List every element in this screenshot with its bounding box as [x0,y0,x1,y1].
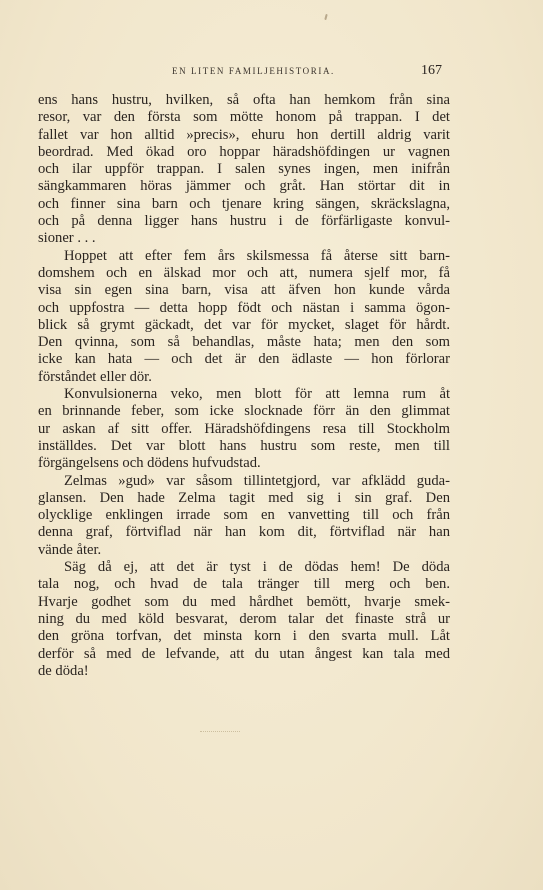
page-number: 167 [421,63,442,78]
text-line: sängkammaren höras jämmer och gråt. Han störtar dit in [38,178,450,195]
text-line: ning du med köld besvarat, derom talar det finaste strå ur [38,610,450,627]
text-line: visa sin egen sina barn, visa att äfven hon kunde vårda [38,282,450,299]
text-line: inställdes. Det var blott hans hustru som reste, men till [38,437,450,454]
text-line: en brinnande feber, som icke slocknade förr än den glimmat [38,403,450,420]
body-text [38,92,450,680]
text-line: Konvulsionerna veko, men blott för att lemna rum åt [64,386,450,403]
text-line: ur askan af sitt offer. Häradshöfdingens resa till Stockholm [38,420,450,437]
text-line: de döda! [38,662,89,679]
text-line: och på denna ligger hans hustru i de förfärligaste konvul- [38,213,450,230]
text-line: den gröna torfvan, det minsta korn i den svarta mull. Låt [38,628,450,645]
page-mark [200,731,240,733]
text-line: förståndet eller dör. [38,368,152,385]
text-line: förgängelsens och dödens hufvudstad. [38,455,261,472]
running-head: EN LITEN FAMILJEHISTORIA. [172,66,335,76]
text-line: beordrad. Med ökad oro hoppar häradshöfdingen ur vagnen [38,143,450,160]
text-line: domshem och en älskad mor och att, numera sjelf mor, få [38,264,450,281]
text-line: glansen. Den hade Zelma tagit med sig i sin graf. Den [38,489,450,506]
text-line: blick så grymt gäckadt, det var för mycket, slaget för hårdt. [38,316,450,333]
text-line: ens hans hustru, hvilken, så ofta han hemkom från sina [38,92,450,108]
text-line: denna graf, förtviflad när han kom dit, förtviflad när han [38,524,450,541]
page-header [38,64,442,80]
text-line: icke kan hata — och det är den ädlaste — hon förlorar [38,351,450,368]
text-line: Hoppet att efter fem års skilsmessa få återse sitt barn- [64,247,450,264]
text-line: fallet var hon alltid »precis», ehuru hon dertill aldrig varit [38,126,450,143]
text-line: resor, var den första som mötte honom på trappan. I det [38,109,450,126]
page-speck [324,14,327,20]
text-line: olycklige enklingen irrade som en vanvetting till och från [38,507,450,524]
text-line: och finner sina barn och tjenare kring sängen, skräckslagna, [38,195,450,212]
text-line: Säg då ej, att det är tyst i de dödas hem! De döda [64,559,450,576]
text-line: vände åter. [38,541,102,558]
text-line: och uppfostra — detta hopp födt och nästan i samma ögon- [38,299,450,316]
text-line: derför så med de lefvande, att du utan ångest kan tala med [38,645,450,662]
text-line: tala nog, och hvad de tala tränger till merg och ben. [38,576,450,593]
text-line: Zelmas »gud» var såsom tillintetgjord, var afklädd guda- [64,472,450,489]
text-line: och ilar uppför trappan. I salen synes ingen, men inifrån [38,161,450,178]
text-line: sioner . . . [38,230,96,247]
text-line: Den qvinna, som så behandlas, måste hata; men den som [38,334,450,351]
text-line: Hvarje godhet som du med hårdhet bemött, hvarje smek- [38,593,450,610]
